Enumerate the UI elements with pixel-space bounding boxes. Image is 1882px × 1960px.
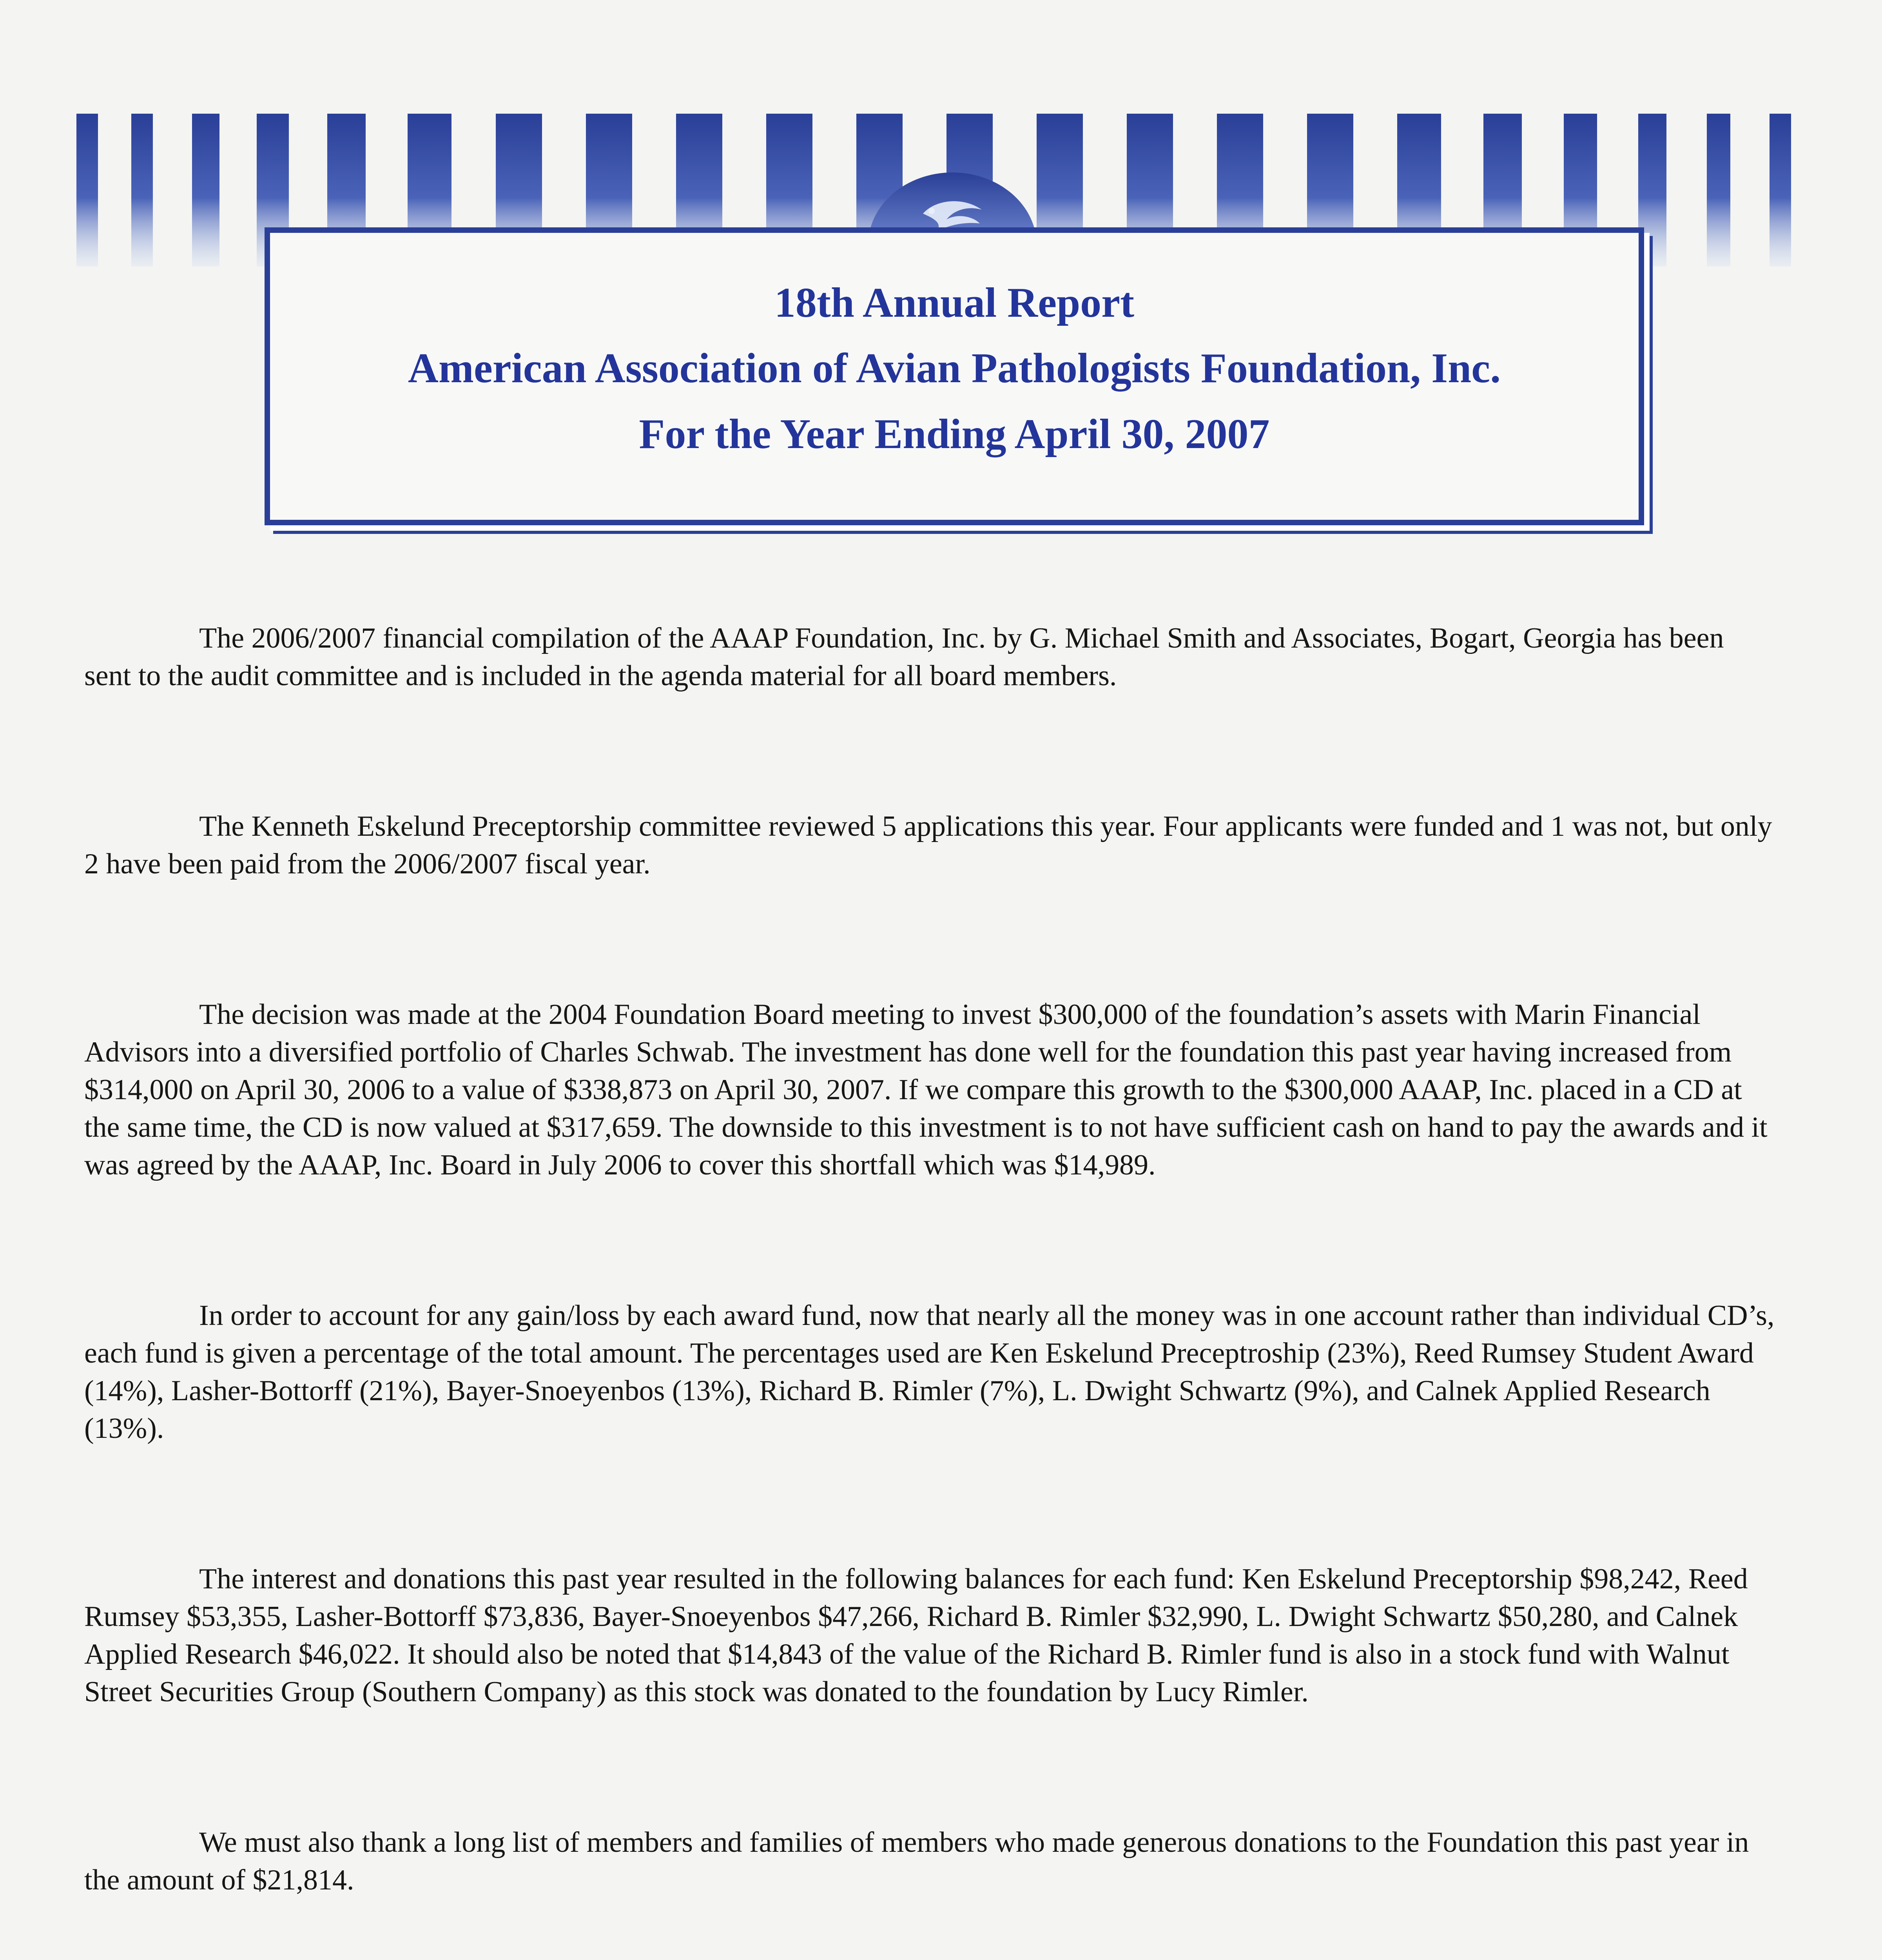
organization-name: American Association of Avian Pathologists Foundation, Inc. xyxy=(408,345,1501,392)
paragraph-fund-percentages: In order to account for any gain/loss by each award fund, now that nearly all the money was in one account rather than individual CD’s, each fund is given a percentage of the total amount. The percentages used are Ken Eskelund Preceptroship (23%), Reed Rumsey Student Award (14%), Lasher-Bottorff (21%), Bayer-Snoeyenbos (13%), Richard B. Rimler (7%), L. Dwight Schwartz (9%), and Calnek Applied Research (13%). xyxy=(84,1299,1775,1445)
paragraph-fund-balances: The interest and donations this past year resulted in the following balances for each fund: Ken Eskelund Preceptorship $98,242, Reed Rumsey $53,355, Lasher-Bottorff $73,836, Bayer-Snoeyenbos $47,266, Richard B. Rimler $32,990, L. Dwight Schwartz $50,280, and Calnek Applied Research $46,022. It should also be noted that $14,843 of the value of the Richard B. Rimler fund is also in a stock fund with Walnut Street Securities Group (Southern Company) as this stock was donated to the foundation by Lucy Rimler. xyxy=(84,1563,1748,1708)
report-period: For the Year Ending April 30, 2007 xyxy=(639,410,1270,457)
paragraph-investment: The decision was made at the 2004 Foundation Board meeting to invest $300,000 of the foundation’s assets with Marin Financial Advisors into a diversified portfolio of Charles Schwab. The investment has done well for the foundation this past year having increased from $314,000 on April 30, 2006 to a value of $338,873 on April 30, 2007. If we compare this growth to the $300,000 AAAP, Inc. placed in a CD at the same time, the CD is now valued at $317,659. The downside to this investment is to not have sufficient cash on hand to pay the awards and it was agreed by the AAAP, Inc. Board in July 2006 to cover this shortfall which was $14,989. xyxy=(84,998,1768,1181)
report-title: 18th Annual Report xyxy=(774,279,1135,326)
report-body xyxy=(84,619,1777,1960)
paragraph-donations: We must also thank a long list of members and families of members who made generous donations to the Foundation this past year in the amount of $21,814. xyxy=(84,1826,1749,1896)
paragraph-preceptorship: The Kenneth Eskelund Preceptorship committee reviewed 5 applications this year. Four applicants were funded and 1 was not, but only 2 have been paid from the 2006/2007 fiscal year. xyxy=(84,810,1772,880)
report-title-box xyxy=(265,227,1644,525)
paragraph-financial-compilation: The 2006/2007 financial compilation of the AAAP Foundation, Inc. by G. Michael Smith and Associates, Bogart, Georgia has been sent to the audit committee and is included in the agenda material for all board members. xyxy=(84,622,1724,692)
